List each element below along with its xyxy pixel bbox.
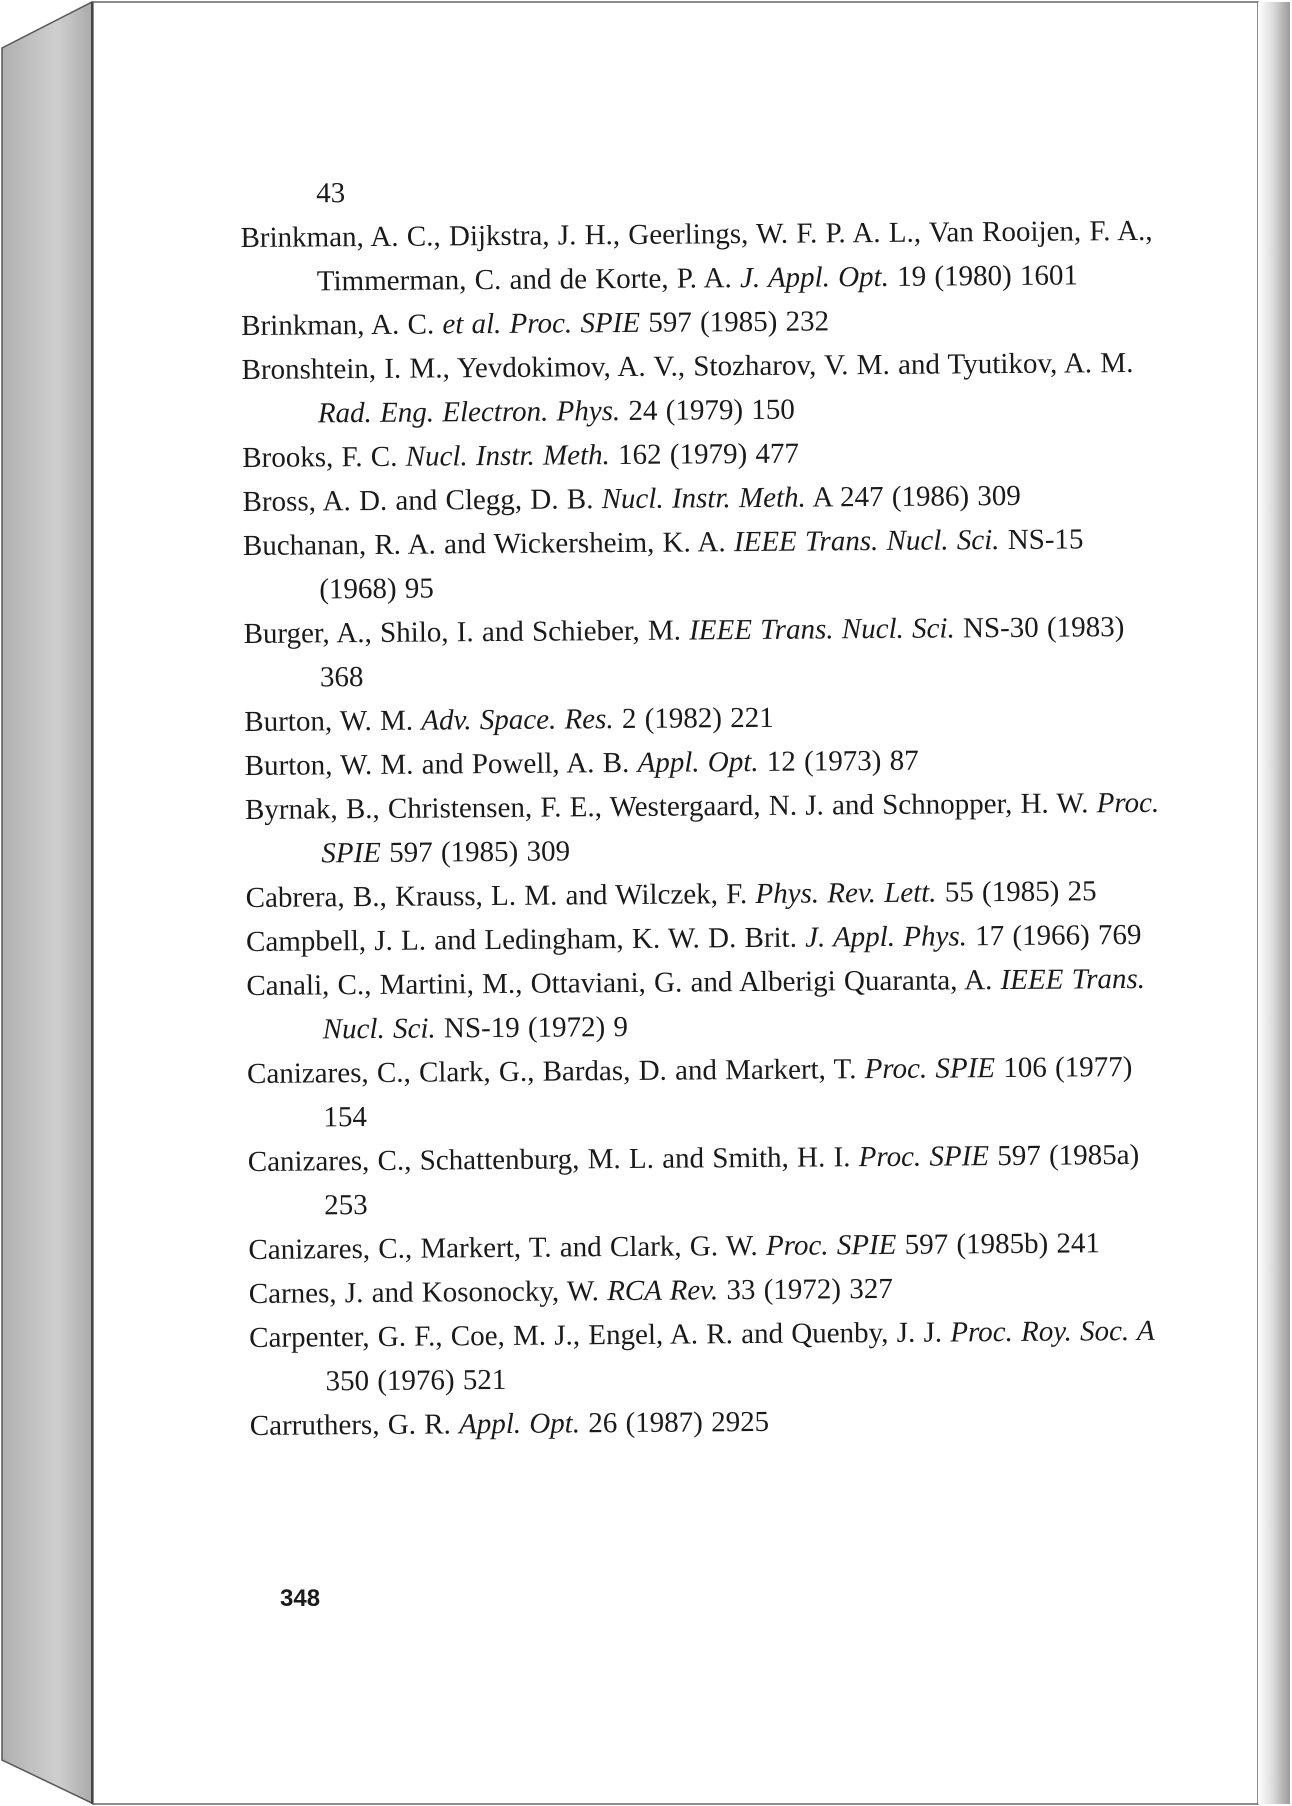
reference-text: 350 (1976) 521 — [325, 1363, 507, 1398]
reference-text: 33 (1972) 327 — [718, 1272, 893, 1307]
journal-title: Proc. SPIE — [864, 1052, 996, 1086]
reference-entry — [241, 341, 1162, 436]
reference-text: NS-19 (1972) 9 — [435, 1010, 629, 1045]
reference-text: 2 (1982) 221 — [613, 701, 774, 736]
continued-reference-number: 43 — [316, 177, 346, 210]
reference-entries — [240, 209, 1170, 1448]
reference-text: NS-15 (1968) 95 — [319, 523, 1084, 606]
journal-title: Proc. SPIE — [321, 786, 1160, 870]
page-right-shadow — [1258, 2, 1290, 1804]
journal-title: RCA Rev. — [607, 1274, 719, 1308]
reference-text: Canizares, C., Markert, T. and Clark, G. W. — [248, 1229, 767, 1266]
reference-text: Brinkman, A. C., Dijkstra, J. H., Geerlings, W. F. P. A. L., Van Rooijen, F. A., Timmerman, C. and de Korte, P. A. — [240, 214, 1153, 298]
reference-entry — [240, 209, 1161, 304]
reference-text: Carpenter, G. F., Coe, M. J., Engel, A. R. and Quenby, J. J. — [249, 1316, 951, 1354]
reference-text: A 247 (1986) 309 — [805, 479, 1021, 514]
reference-text: Byrnak, B., Christensen, F. E., Westergaard, N. J. and Schnopper, H. W. — [244, 787, 1097, 826]
reference-text: Brooks, F. C. — [242, 440, 406, 474]
reference-text: 19 (1980) 1601 — [888, 259, 1079, 293]
reference-entry — [249, 1265, 1169, 1316]
reference-text: Brinkman, A. C. — [241, 308, 443, 342]
reference-text: Bross, A. D. and Clegg, D. B. — [242, 483, 602, 518]
reference-entry — [246, 957, 1167, 1052]
reference-text: 162 (1979) 477 — [609, 437, 800, 472]
reference-text: 597 (1985a) 253 — [323, 1138, 1140, 1222]
reference-text: 106 (1977) 154 — [323, 1051, 1133, 1134]
reference-text: Cabrera, B., Krauss, L. M. and Wilczek, F. — [245, 877, 756, 914]
journal-title: et al. Proc. SPIE — [442, 306, 641, 341]
reference-entry — [249, 1309, 1170, 1404]
reference-text: Burton, W. M. — [244, 704, 422, 738]
reference-text: 597 (1985) 309 — [380, 835, 571, 869]
reference-text: Canizares, C., Schattenburg, M. L. and Smith, H. I. — [247, 1141, 859, 1178]
reference-text: Canali, C., Martini, M., Ottaviani, G. and Alberigi Quaranta, A. — [246, 964, 1001, 1002]
journal-title: Adv. Space. Res. — [421, 703, 614, 737]
reference-text: Canizares, C., Clark, G., Bardas, D. and Markert, T. — [246, 1053, 865, 1090]
journal-title: J. Appl. Opt. — [739, 260, 890, 295]
reference-text: Carnes, J. and Kosonocky, W. — [248, 1275, 608, 1310]
reference-entry — [243, 517, 1164, 612]
reference-text: 17 (1966) 769 — [966, 918, 1142, 953]
reference-text: Carruthers, G. R. — [249, 1408, 460, 1442]
journal-title: IEEE Trans. Nucl. Sci. — [733, 524, 1000, 559]
reference-entry — [246, 869, 1166, 920]
reference-entry — [242, 473, 1162, 524]
reference-entry — [243, 605, 1164, 700]
journal-title: Appl. Opt. — [637, 745, 759, 779]
reference-text: 597 (1985b) 241 — [896, 1227, 1101, 1261]
reference-text: Burger, A., Shilo, I. and Schieber, M. — [243, 614, 690, 650]
journal-title: Phys. Rev. Lett. — [755, 876, 937, 910]
journal-title: Nucl. Instr. Meth. — [405, 439, 610, 473]
journal-title: Nucl. Instr. Meth. — [601, 481, 806, 516]
bibliography-list — [240, 165, 1170, 1448]
reference-text: Buchanan, R. A. and Wickersheim, K. A. — [242, 526, 735, 562]
reference-entry — [244, 737, 1164, 788]
book-spine — [2, 2, 94, 1804]
reference-text: 597 (1985) 232 — [639, 305, 830, 339]
reference-entry — [246, 913, 1166, 964]
journal-title: IEEE Trans. Nucl. Sci. — [322, 962, 1146, 1046]
reference-text: 26 (1987) 2925 — [579, 1405, 770, 1440]
journal-title: J. Appl. Phys. — [805, 920, 968, 954]
reference-text: Bronshtein, I. M., Yevdokimov, A. V., Stozharov, V. M. and Tyutikov, A. M. — [241, 346, 1134, 386]
reference-entry — [247, 1045, 1168, 1140]
journal-title: Rad. Eng. Electron. Phys. — [317, 395, 621, 430]
reference-text: Burton, W. M. and Powell, A. B. — [244, 746, 638, 782]
journal-title: Proc. Roy. Soc. A — [950, 1314, 1155, 1349]
reference-text: NS-30 (1983) 368 — [319, 611, 1125, 694]
reference-entry — [245, 781, 1166, 876]
reference-text: 12 (1973) 87 — [758, 744, 919, 778]
journal-title: Appl. Opt. — [458, 1407, 581, 1441]
reference-text: Campbell, J. L. and Ledingham, K. W. D. Brit. — [245, 921, 806, 958]
page — [94, 2, 1254, 1804]
reference-entry — [241, 297, 1161, 348]
reference-text: 55 (1985) 25 — [936, 875, 1097, 909]
reference-entry — [250, 1397, 1170, 1448]
reference-entry — [244, 693, 1164, 744]
journal-title: Proc. SPIE — [765, 1228, 897, 1262]
reference-entry — [248, 1221, 1168, 1272]
reference-text: 24 (1979) 150 — [620, 393, 795, 428]
journal-title: Proc. SPIE — [858, 1140, 990, 1174]
reference-entry — [242, 429, 1162, 480]
journal-title: IEEE Trans. Nucl. Sci. — [689, 612, 955, 647]
reference-entry — [248, 1133, 1169, 1228]
page-number: 348 — [280, 1585, 321, 1612]
